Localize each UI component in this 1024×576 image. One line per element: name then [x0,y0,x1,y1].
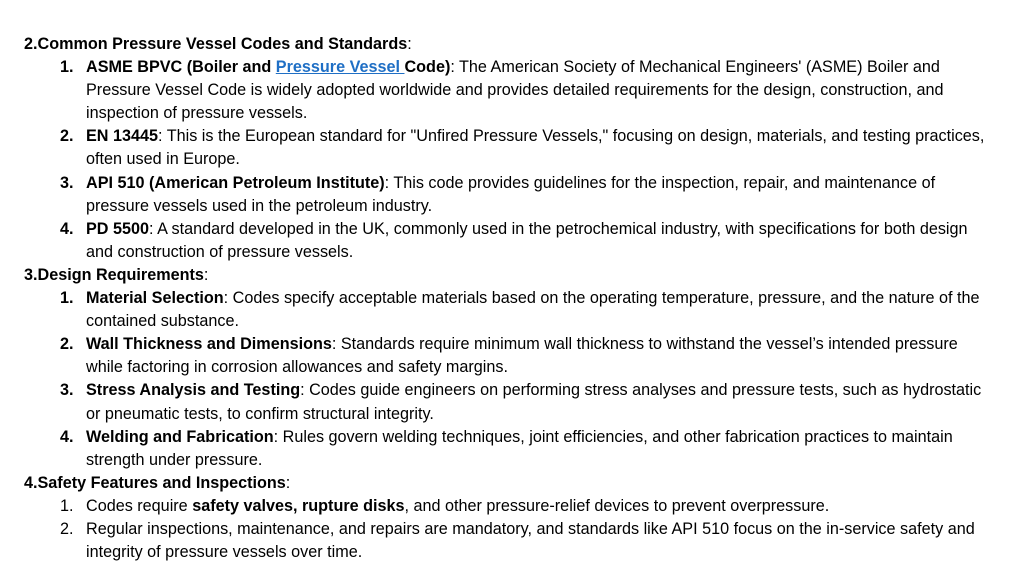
item-bold-prefix: ASME BPVC (Boiler and [86,58,276,77]
codes-standards-list [24,56,999,264]
design-requirements-list [24,287,999,472]
section-heading-text: 4.Safety Features and Inspections [24,473,286,492]
heading-colon: : [285,473,291,492]
item-text: , and other pressure-relief devices to prevent overpressure. [404,496,830,515]
item-bold: safety valves, rupture disks [192,496,405,515]
list-item-welding-fabrication [24,426,999,472]
list-item-api-510 [24,172,999,218]
list-number: 4. [60,427,74,446]
section-heading-codes-standards [24,33,999,56]
list-item-material-selection [24,287,999,333]
item-text: : This code provides guidelines for the inspection, repair, and maintenance of pressure vessels used in the petroleum industry. [86,173,936,215]
list-number: 1. [60,289,74,308]
list-item-wall-thickness [24,333,999,379]
item-text: Regular inspections, maintenance, and repairs are mandatory, and standards like API 510 focus on the in-service safety and integrity of pressure vessels over time. [86,519,975,562]
item-bold: Welding and Fabrication [86,427,274,446]
item-bold-suffix: Code) [404,58,451,77]
list-item-regular-inspections [24,518,999,564]
item-pre-text: Codes require [86,496,193,515]
item-bold: Wall Thickness and Dimensions [86,335,332,354]
list-item-asme-bpvc [24,56,999,125]
safety-features-list [24,495,999,564]
section-heading-design-requirements [24,264,999,287]
item-text: : This is the European standard for "Unfired Pressure Vessels," focusing on design, materials, and testing practices, often used in Europe. [86,127,985,169]
list-item-pd-5500 [24,218,999,264]
list-number: 2. [60,335,74,354]
section-heading-safety-features [24,472,999,495]
list-number: 4. [60,219,74,238]
heading-colon: : [407,35,412,53]
section-heading-text: 3.Design Requirements [24,265,204,284]
list-number: 1. [60,58,74,77]
item-text: : Rules govern welding techniques, joint efficiencies, and other fabrication practices to maintain strength under pressure. [86,427,953,469]
item-text: : The American Society of Mechanical Engineers' (ASME) Boiler and Pressure Vessel Code is widely adopted worldwide and provides detailed requirements for the design, construction, and inspection of pressure vessels. [86,58,944,123]
section-heading-text: 2.Common Pressure Vessel Codes and Standards [24,35,408,53]
list-item-en-13445 [24,125,999,171]
item-bold: Material Selection [86,289,224,308]
item-text: : Codes specify acceptable materials based on the operating temperature, pressure, and the nature of the contained substance. [86,289,980,331]
list-number: 2. [60,127,74,146]
item-bold: PD 5500 [86,219,149,238]
document-content [24,33,999,564]
list-number: 3. [60,381,74,400]
item-bold: Stress Analysis and Testing [86,381,301,400]
item-text: : A standard developed in the UK, commonly used in the petrochemical industry, with specifications for both design and construction of pressure vessels. [86,219,968,261]
list-item-stress-analysis [24,379,999,425]
list-number: 1. [60,496,74,515]
heading-colon: : [203,265,209,284]
list-item-safety-valves [24,495,999,518]
item-bold: EN 13445 [86,127,158,146]
list-number: 2. [60,519,74,538]
item-text: : Codes guide engineers on performing stress analyses and pressure tests, such as hydrostatic or pneumatic tests, to confirm structural integrity. [86,381,982,423]
pressure-vessel-link[interactable]: Pressure Vessel [275,58,405,77]
list-number: 3. [60,173,74,192]
item-text: : Standards require minimum wall thickness to withstand the vessel’s intended pressure while factoring in corrosion allowances and safety margins. [86,335,958,377]
item-bold: API 510 (American Petroleum Institute) [86,173,385,192]
